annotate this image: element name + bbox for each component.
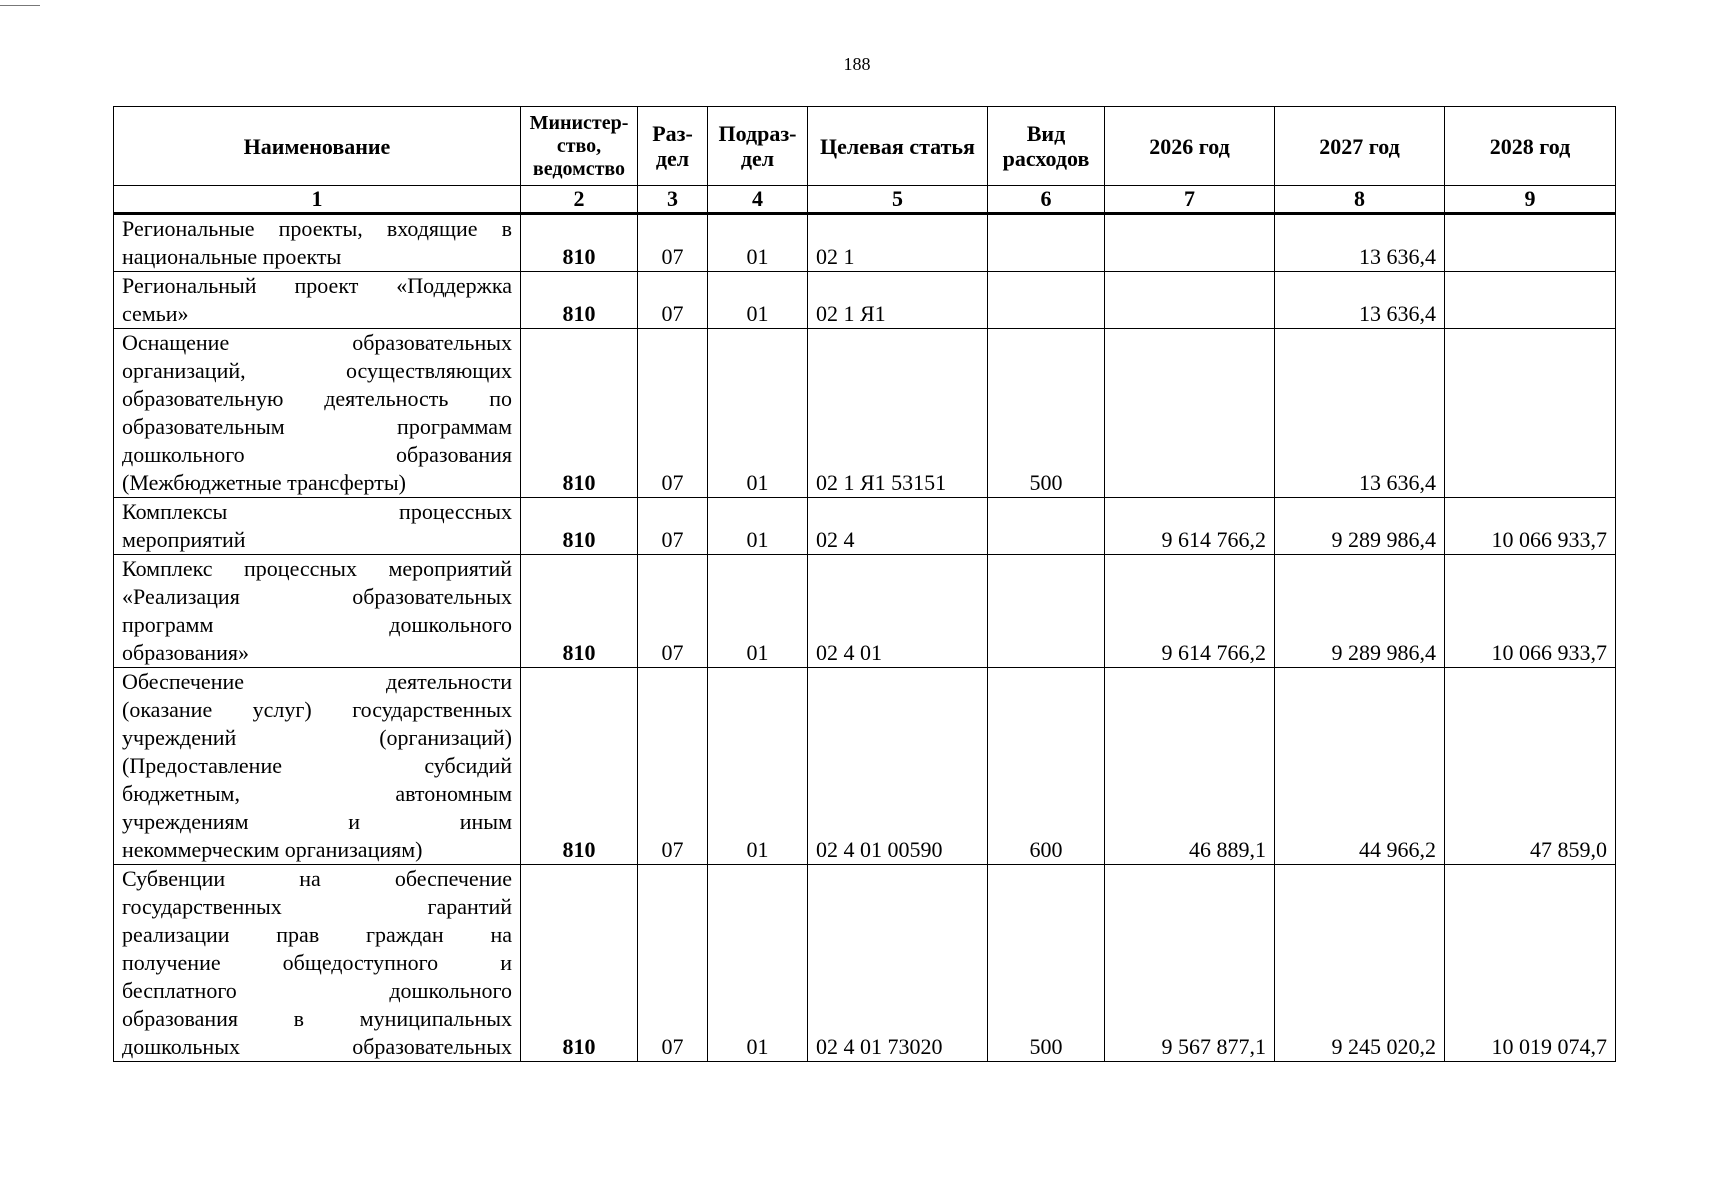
- name-line: программ дошкольного: [122, 612, 512, 637]
- name-line: Субвенции на обеспечение: [122, 866, 512, 891]
- column-number: 7: [1105, 186, 1275, 214]
- cell-subsection: 01: [708, 214, 808, 272]
- name-line: национальные проекты: [122, 244, 342, 269]
- column-number: 6: [988, 186, 1105, 214]
- name-line: Региональный проект «Поддержка: [122, 273, 512, 298]
- cell-2027: 44 966,2: [1275, 668, 1445, 865]
- header-2026: 2026 год: [1105, 107, 1275, 186]
- name-line: дошкольного образования: [122, 442, 512, 467]
- name-line: дошкольных образовательных: [122, 1034, 512, 1059]
- header-2028: 2028 год: [1445, 107, 1616, 186]
- name-line: некоммерческим организациям): [122, 837, 423, 862]
- cell-target: 02 1 Я1 53151: [808, 329, 988, 498]
- table-row: [114, 668, 1616, 865]
- name-line: учреждений (организаций): [122, 725, 512, 750]
- name-line: (Предоставление субсидий: [122, 753, 512, 778]
- cell-section: 07: [638, 498, 708, 555]
- cell-ministry: 810: [521, 214, 638, 272]
- column-number: 2: [521, 186, 638, 214]
- name-line: Оснащение образовательных: [122, 330, 512, 355]
- cell-target: 02 1 Я1: [808, 272, 988, 329]
- name-line: образования»: [122, 640, 250, 665]
- column-number: 9: [1445, 186, 1616, 214]
- header-target: Целевая статья: [808, 107, 988, 186]
- cell-name: [114, 668, 521, 865]
- column-number: 3: [638, 186, 708, 214]
- cell-subsection: 01: [708, 272, 808, 329]
- cell-name: [114, 865, 521, 1062]
- cell-2027: 9 289 986,4: [1275, 498, 1445, 555]
- name-line: «Реализация образовательных: [122, 584, 512, 609]
- name-line: получение общедоступного и: [122, 950, 512, 975]
- cell-section: 07: [638, 555, 708, 668]
- cell-subsection: 01: [708, 555, 808, 668]
- name-line: мероприятий: [122, 527, 246, 552]
- cell-expense-type: [988, 555, 1105, 668]
- cell-ministry: 810: [521, 498, 638, 555]
- name-line: семьи»: [122, 301, 189, 326]
- cell-section: 07: [638, 214, 708, 272]
- cell-2028: [1445, 214, 1616, 272]
- header-name: Наименование: [114, 107, 521, 186]
- cell-target: 02 4: [808, 498, 988, 555]
- budget-table: [113, 106, 1616, 1062]
- cell-target: 02 4 01 73020: [808, 865, 988, 1062]
- cell-target: 02 1: [808, 214, 988, 272]
- cell-2027: 13 636,4: [1275, 272, 1445, 329]
- cell-2026: [1105, 329, 1275, 498]
- cell-name: [114, 214, 521, 272]
- cell-expense-type: [988, 214, 1105, 272]
- cell-2028: 10 019 074,7: [1445, 865, 1616, 1062]
- name-line: реализации прав граждан на: [122, 922, 512, 947]
- cell-section: 07: [638, 865, 708, 1062]
- cell-2027: 13 636,4: [1275, 329, 1445, 498]
- table-row: [114, 865, 1616, 1062]
- cell-2028: [1445, 272, 1616, 329]
- cell-ministry: 810: [521, 272, 638, 329]
- name-line: Обеспечение деятельности: [122, 669, 512, 694]
- cell-2026: 9 614 766,2: [1105, 498, 1275, 555]
- cell-ministry: 810: [521, 865, 638, 1062]
- name-line: бюджетным, автономным: [122, 781, 512, 806]
- cell-2026: [1105, 214, 1275, 272]
- header-ministry: Министер-ство, ведомство: [521, 107, 638, 186]
- cell-2027: 13 636,4: [1275, 214, 1445, 272]
- cell-ministry: 810: [521, 668, 638, 865]
- header-expense-type: Вид расходов: [988, 107, 1105, 186]
- column-number-row: [114, 186, 1616, 214]
- cell-expense-type: 500: [988, 329, 1105, 498]
- cell-name: [114, 498, 521, 555]
- name-line: Региональные проекты, входящие в: [122, 216, 512, 241]
- cell-target: 02 4 01 00590: [808, 668, 988, 865]
- cell-2028: 10 066 933,7: [1445, 498, 1616, 555]
- name-line: образования в муниципальных: [122, 1006, 512, 1031]
- name-line: Комплексы процессных: [122, 499, 512, 524]
- cell-2026: 9 567 877,1: [1105, 865, 1275, 1062]
- column-number: 8: [1275, 186, 1445, 214]
- page-number: 188: [843, 54, 871, 74]
- column-number: 1: [114, 186, 521, 214]
- cell-2027: 9 245 020,2: [1275, 865, 1445, 1062]
- header-section: Раз-дел: [638, 107, 708, 186]
- cell-subsection: 01: [708, 498, 808, 555]
- name-line: государственных гарантий: [122, 894, 512, 919]
- cell-2028: [1445, 329, 1616, 498]
- cell-name: [114, 329, 521, 498]
- cell-2026: [1105, 272, 1275, 329]
- table-row: [114, 329, 1616, 498]
- cell-2026: 9 614 766,2: [1105, 555, 1275, 668]
- table-row: [114, 555, 1616, 668]
- cell-ministry: 810: [521, 329, 638, 498]
- column-number: 4: [708, 186, 808, 214]
- cell-2028: 47 859,0: [1445, 668, 1616, 865]
- name-line: учреждениям и иным: [122, 809, 512, 834]
- name-line: образовательную деятельность по: [122, 386, 512, 411]
- header-subsection: Подраз-дел: [708, 107, 808, 186]
- table-row: [114, 214, 1616, 272]
- corner-mark: [0, 5, 40, 6]
- column-number: 5: [808, 186, 988, 214]
- table-row: [114, 498, 1616, 555]
- table-row: [114, 272, 1616, 329]
- cell-expense-type: [988, 272, 1105, 329]
- name-line: Комплекс процессных мероприятий: [122, 556, 512, 581]
- cell-2027: 9 289 986,4: [1275, 555, 1445, 668]
- cell-ministry: 810: [521, 555, 638, 668]
- name-line: (Межбюджетные трансферты): [122, 470, 406, 495]
- cell-expense-type: 500: [988, 865, 1105, 1062]
- name-line: организаций, осуществляющих: [122, 358, 512, 383]
- cell-subsection: 01: [708, 668, 808, 865]
- cell-expense-type: [988, 498, 1105, 555]
- name-line: образовательным программам: [122, 414, 512, 439]
- name-line: (оказание услуг) государственных: [122, 697, 512, 722]
- cell-name: [114, 555, 521, 668]
- cell-2028: 10 066 933,7: [1445, 555, 1616, 668]
- table-body: [114, 214, 1616, 1062]
- cell-section: 07: [638, 329, 708, 498]
- name-line: бесплатного дошкольного: [122, 978, 512, 1003]
- cell-target: 02 4 01: [808, 555, 988, 668]
- header-2027: 2027 год: [1275, 107, 1445, 186]
- cell-name: [114, 272, 521, 329]
- cell-2026: 46 889,1: [1105, 668, 1275, 865]
- cell-expense-type: 600: [988, 668, 1105, 865]
- header-row: [114, 107, 1616, 186]
- cell-subsection: 01: [708, 865, 808, 1062]
- cell-section: 07: [638, 668, 708, 865]
- cell-section: 07: [638, 272, 708, 329]
- cell-subsection: 01: [708, 329, 808, 498]
